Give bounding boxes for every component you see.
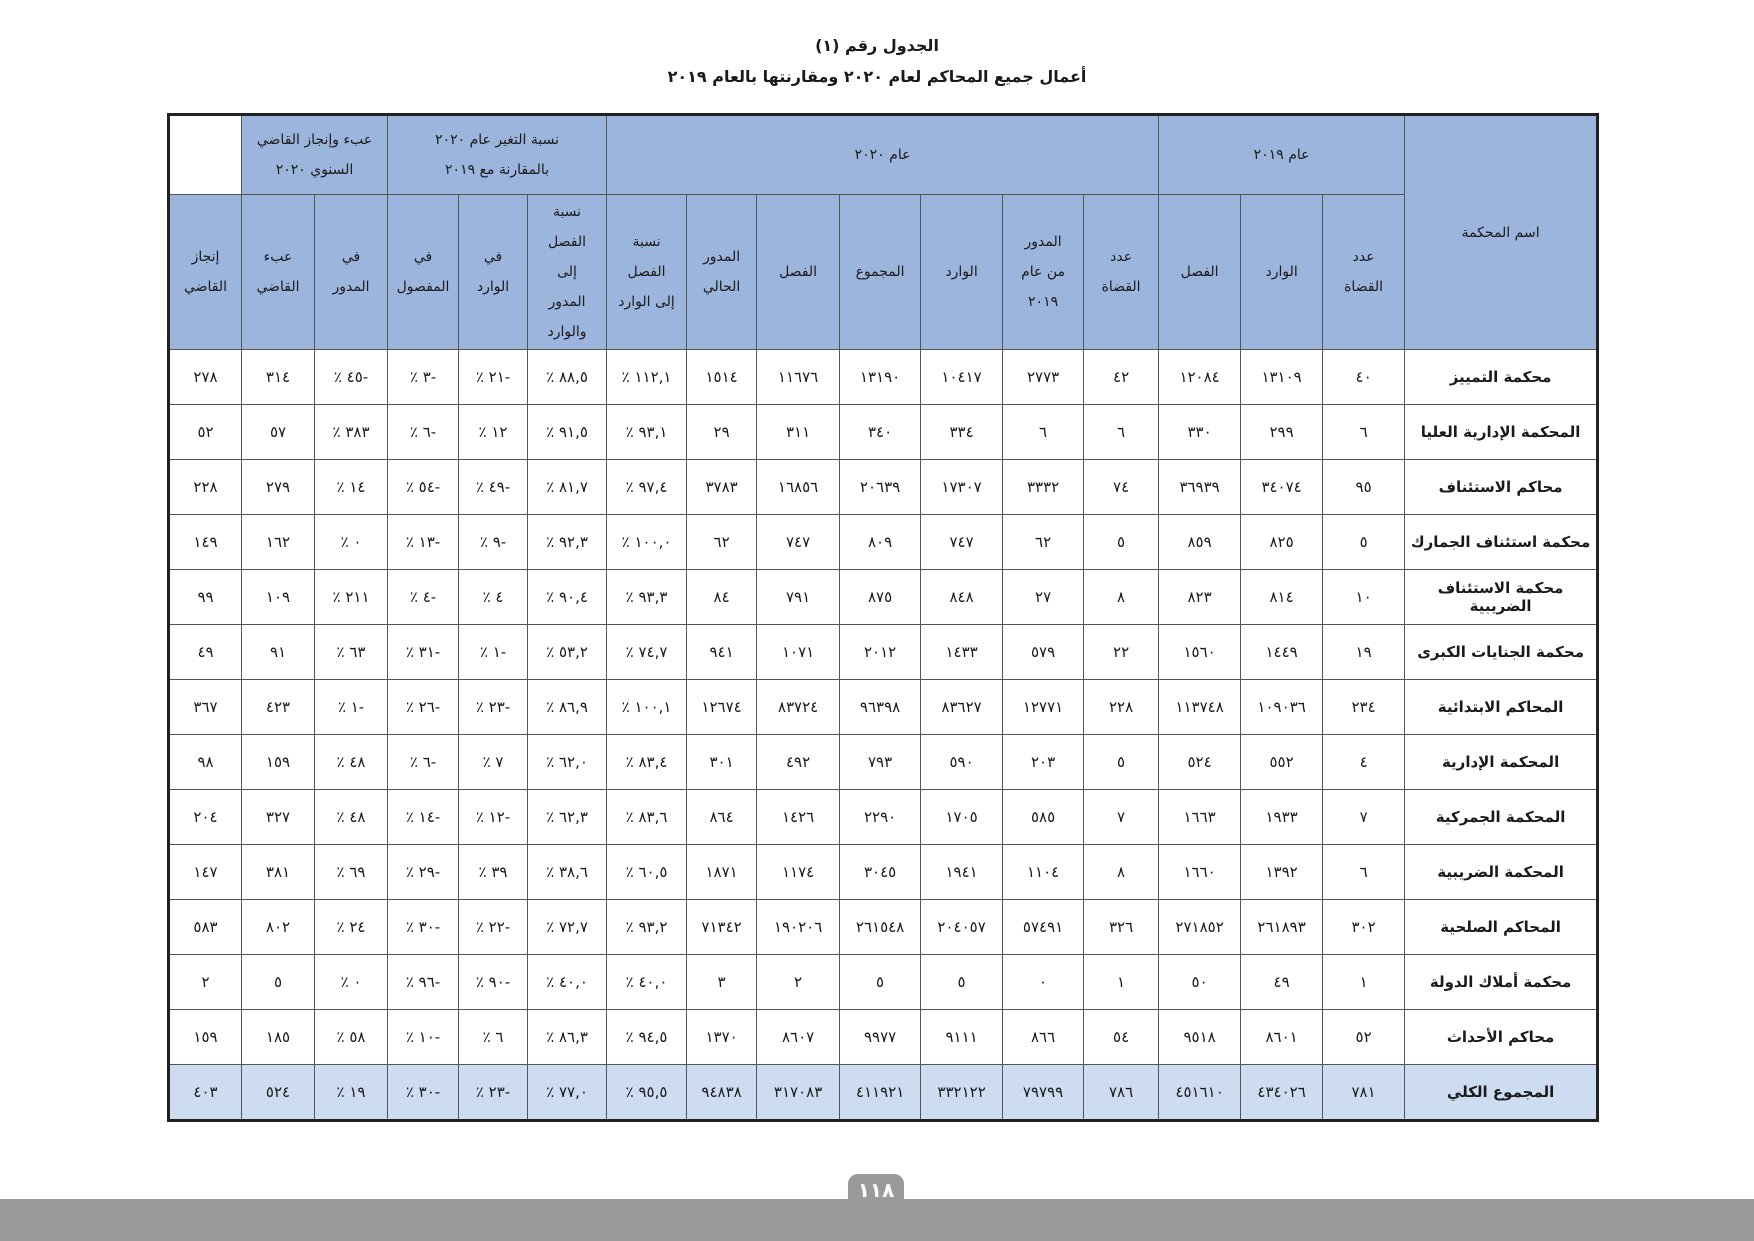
value-cell: ٥ [1084, 515, 1159, 570]
value-cell: ٩٢,٣ ٪ [528, 515, 607, 570]
value-cell: ٩١ [242, 625, 315, 680]
court-name-cell: المحاكم الابتدائية [1405, 680, 1598, 735]
value-cell: ٩٣,١ ٪ [607, 405, 687, 460]
value-cell: ٥٢ [169, 405, 242, 460]
value-cell: ٢٠٣ [1003, 735, 1084, 790]
value-cell: ٦٢,٣ ٪ [528, 790, 607, 845]
value-cell: -٩٦ ٪ [388, 955, 459, 1010]
value-cell: -١٤ ٪ [388, 790, 459, 845]
value-cell: ٩٥,٥ ٪ [607, 1065, 687, 1121]
value-cell: ١٦٢ [242, 515, 315, 570]
value-cell: ٥٥٢ [1241, 735, 1323, 790]
value-cell: ١٩٠٢٠٦ [757, 900, 840, 955]
value-cell: ١٤ ٪ [315, 460, 388, 515]
value-cell: -٢١ ٪ [459, 350, 528, 405]
value-cell: ١٢٧٧١ [1003, 680, 1084, 735]
value-cell: ١٧٣٠٧ [921, 460, 1003, 515]
value-cell: ٧٤,٧ ٪ [607, 625, 687, 680]
value-cell: ٥ [1323, 515, 1405, 570]
header-incoming-2020: الوارد [921, 195, 1003, 350]
value-cell: -١٣ ٪ [388, 515, 459, 570]
value-cell: ٧٩١ [757, 570, 840, 625]
header-judge-burden: عبء وإنجاز القاضي السنوي ٢٠٢٠ [242, 115, 388, 195]
table-caption-title: أعمال جميع المحاكم لعام ٢٠٢٠ ومقارنتها بالعام ٢٠١٩ [667, 67, 1087, 86]
value-cell: ٧ [1323, 790, 1405, 845]
value-cell: ٨٦٤ [687, 790, 757, 845]
table-row [169, 735, 1598, 790]
header-burden: عبء القاضي [242, 195, 315, 350]
value-cell: ٧٢,٧ ٪ [528, 900, 607, 955]
value-cell: ٣ [687, 955, 757, 1010]
value-cell: ٦ [1003, 405, 1084, 460]
table-row [169, 900, 1598, 955]
value-cell: ٩٨ [169, 735, 242, 790]
court-name-cell: محاكم الاستئناف [1405, 460, 1598, 515]
value-cell: ٤٥١٦١٠ [1159, 1065, 1241, 1121]
value-cell: ٢٦١٨٩٣ [1241, 900, 1323, 955]
value-cell: ٨٥٩ [1159, 515, 1241, 570]
value-cell: ٣٠١ [687, 735, 757, 790]
value-cell: ١٨٧١ [687, 845, 757, 900]
value-cell: ٥٧٤٩١ [1003, 900, 1084, 955]
value-cell: ٤٩ [1241, 955, 1323, 1010]
value-cell: -٩ ٪ [459, 515, 528, 570]
value-cell: ٢٦١٥٤٨ [840, 900, 921, 955]
court-name-cell: المحكمة الإدارية العليا [1405, 405, 1598, 460]
value-cell: ٩٩٧٧ [840, 1010, 921, 1065]
value-cell: ٥٨ ٪ [315, 1010, 388, 1065]
header-decided-2020: الفصل [757, 195, 840, 350]
header-achievement: إنجاز القاضي [169, 195, 242, 350]
value-cell: ٨٣٧٢٤ [757, 680, 840, 735]
value-cell: ٩١١١ [921, 1010, 1003, 1065]
value-cell: ١٤٢٦ [757, 790, 840, 845]
value-cell: ٥٨٥ [1003, 790, 1084, 845]
value-cell: ٢٢٨ [1084, 680, 1159, 735]
table-row [169, 460, 1598, 515]
value-cell: ١ [1084, 955, 1159, 1010]
value-cell: ٨٨,٥ ٪ [528, 350, 607, 405]
value-cell: ١٤٤٩ [1241, 625, 1323, 680]
value-cell: ٧٤٧ [757, 515, 840, 570]
value-cell: ٣٣٤ [921, 405, 1003, 460]
value-cell: ٢١١ ٪ [315, 570, 388, 625]
value-cell: ٧١٣٤٢ [687, 900, 757, 955]
value-cell: ٩٤١ [687, 625, 757, 680]
value-cell: ٢٠١٢ [840, 625, 921, 680]
value-cell: -٢٩ ٪ [388, 845, 459, 900]
court-name-cell: المجموع الكلي [1405, 1065, 1598, 1121]
value-cell: ٨١٤ [1241, 570, 1323, 625]
value-cell: -٤٥ ٪ [315, 350, 388, 405]
court-name-cell: المحكمة الإدارية [1405, 735, 1598, 790]
value-cell: ٢٤ ٪ [315, 900, 388, 955]
value-cell: ١٤٧ [169, 845, 242, 900]
value-cell: ٩٤٨٣٨ [687, 1065, 757, 1121]
header-year-2020: عام ٢٠٢٠ [607, 115, 1159, 195]
value-cell: ٧٩٧٩٩ [1003, 1065, 1084, 1121]
value-cell: ١٠٩ [242, 570, 315, 625]
value-cell: ١٠٠,٠ ٪ [607, 515, 687, 570]
value-cell: ٣٨١ [242, 845, 315, 900]
value-cell: ١٩ [1323, 625, 1405, 680]
value-cell: ٩٩ [169, 570, 242, 625]
value-cell: ٧٤ [1084, 460, 1159, 515]
value-cell: ١٥٦٠ [1159, 625, 1241, 680]
value-cell: ١٢٠٨٤ [1159, 350, 1241, 405]
value-cell: ٦٩ ٪ [315, 845, 388, 900]
value-cell: ١١٧٤ [757, 845, 840, 900]
value-cell: ٤ [1323, 735, 1405, 790]
court-name-cell: محكمة الاستئناف الضريبية [1405, 570, 1598, 625]
value-cell: ٦٣ ٪ [315, 625, 388, 680]
value-cell: ٤٠٣ [169, 1065, 242, 1121]
value-cell: ٨٦٠٧ [757, 1010, 840, 1065]
value-cell: ١٣٧٠ [687, 1010, 757, 1065]
value-cell: ٦ [1323, 845, 1405, 900]
value-cell: -٢٦ ٪ [388, 680, 459, 735]
header-change-incoming: في الوارد [459, 195, 528, 350]
value-cell: -٥٤ ٪ [388, 460, 459, 515]
header-carried-from-2019: المدور من عام ٢٠١٩ [1003, 195, 1084, 350]
value-cell: ٤٣٤٠٢٦ [1241, 1065, 1323, 1121]
value-cell: -٣٠ ٪ [388, 1065, 459, 1121]
value-cell: -٤٩ ٪ [459, 460, 528, 515]
value-cell: ٢٧٩ [242, 460, 315, 515]
value-cell: ٢٩٩ [1241, 405, 1323, 460]
header-ratio-incoming: نسبة الفصل إلى الوارد [607, 195, 687, 350]
value-cell: ١٩٤١ [921, 845, 1003, 900]
table-row [169, 680, 1598, 735]
value-cell: ٥٨٣ [169, 900, 242, 955]
value-cell: ٥٢ [1323, 1010, 1405, 1065]
value-cell: ١٢ ٪ [459, 405, 528, 460]
value-cell: ٠ [1003, 955, 1084, 1010]
value-cell: ٣٤٠٧٤ [1241, 460, 1323, 515]
value-cell: ٣٠٢ [1323, 900, 1405, 955]
value-cell: ٢٧٨ [169, 350, 242, 405]
value-cell: ٢٧ [1003, 570, 1084, 625]
value-cell: ١٧٠٥ [921, 790, 1003, 845]
page-number: ١١٨ [848, 1174, 904, 1204]
value-cell: ٢ [757, 955, 840, 1010]
value-cell: ٢٩ [687, 405, 757, 460]
value-cell: ٩٣,٣ ٪ [607, 570, 687, 625]
value-cell: ٣٢٧ [242, 790, 315, 845]
value-cell: ١٦٨٥٦ [757, 460, 840, 515]
header-incoming-2019: الوارد [1241, 195, 1323, 350]
value-cell: ٢٢٨ [169, 460, 242, 515]
table-row [169, 790, 1598, 845]
value-cell: ٥ [1084, 735, 1159, 790]
value-cell: ٦٢ [1003, 515, 1084, 570]
value-cell: ١٦٦٠ [1159, 845, 1241, 900]
value-cell: ٨٤٨ [921, 570, 1003, 625]
court-name-cell: محكمة أملاك الدولة [1405, 955, 1598, 1010]
table-row [169, 405, 1598, 460]
value-cell: ٧٨٦ [1084, 1065, 1159, 1121]
court-name-cell: محكمة استئناف الجمارك [1405, 515, 1598, 570]
value-cell: ٢٧١٨٥٢ [1159, 900, 1241, 955]
value-cell: ٨٢٥ [1241, 515, 1323, 570]
value-cell: ٤٠,٠ ٪ [607, 955, 687, 1010]
value-cell: ٩٣,٢ ٪ [607, 900, 687, 955]
value-cell: ١٣٩٢ [1241, 845, 1323, 900]
value-cell: ٣٤٠ [840, 405, 921, 460]
value-cell: ٤٢ [1084, 350, 1159, 405]
value-cell: ٦٢,٠ ٪ [528, 735, 607, 790]
value-cell: ٩٦٣٩٨ [840, 680, 921, 735]
value-cell: ١١٢,١ ٪ [607, 350, 687, 405]
value-cell: ٣٢٦ [1084, 900, 1159, 955]
court-name-cell: المحكمة الجمركية [1405, 790, 1598, 845]
value-cell: ٥٢٤ [1159, 735, 1241, 790]
value-cell: -٦ ٪ [388, 405, 459, 460]
value-cell: ٣٦٧ [169, 680, 242, 735]
value-cell: ١٣١٩٠ [840, 350, 921, 405]
value-cell: ٤ ٪ [459, 570, 528, 625]
value-cell: ١٠٤١٧ [921, 350, 1003, 405]
court-name-cell: محاكم الأحداث [1405, 1010, 1598, 1065]
table-row [169, 845, 1598, 900]
value-cell: ٧٩٣ [840, 735, 921, 790]
value-cell: ٢٠٤ [169, 790, 242, 845]
court-name-cell: المحاكم الصلحية [1405, 900, 1598, 955]
value-cell: ٩٥١٨ [1159, 1010, 1241, 1065]
value-cell: ٥٧٩ [1003, 625, 1084, 680]
value-cell: -٢٣ ٪ [459, 1065, 528, 1121]
value-cell: ٢٢ [1084, 625, 1159, 680]
value-cell: ٨٣,٤ ٪ [607, 735, 687, 790]
value-cell: ١١٠٤ [1003, 845, 1084, 900]
value-cell: ١٠٩٠٣٦ [1241, 680, 1323, 735]
value-cell: ٣٣٢١٢٢ [921, 1065, 1003, 1121]
header-year-2019: عام ٢٠١٩ [1159, 115, 1405, 195]
table-row [169, 515, 1598, 570]
value-cell: ١٥٩ [242, 735, 315, 790]
value-cell: ٣٠٤٥ [840, 845, 921, 900]
value-cell: ١١٦٧٦ [757, 350, 840, 405]
value-cell: ٣٧٨٣ [687, 460, 757, 515]
value-cell: ١٣١٠٩ [1241, 350, 1323, 405]
value-cell: -٤ ٪ [388, 570, 459, 625]
value-cell: ٣١١ [757, 405, 840, 460]
value-cell: ٦ ٪ [459, 1010, 528, 1065]
value-cell: ٢٠٤٠٥٧ [921, 900, 1003, 955]
value-cell: -٣٠ ٪ [388, 900, 459, 955]
value-cell: ١٥١٤ [687, 350, 757, 405]
header-decided-2019: الفصل [1159, 195, 1241, 350]
header-change-ratio: نسبة التغير عام ٢٠٢٠ بالمقارنة مع ٢٠١٩ [388, 115, 607, 195]
table-row [169, 625, 1598, 680]
value-cell: ٧ ٪ [459, 735, 528, 790]
value-cell: ٨ [1084, 570, 1159, 625]
table-total-row [169, 1065, 1598, 1121]
table-row [169, 350, 1598, 405]
value-cell: ٤٢٣ [242, 680, 315, 735]
value-cell: ٨٧٥ [840, 570, 921, 625]
value-cell: ٣٣٣٢ [1003, 460, 1084, 515]
value-cell: ٤٠ [1323, 350, 1405, 405]
footer-bar [0, 1199, 1754, 1241]
value-cell: ٦٠,٥ ٪ [607, 845, 687, 900]
value-cell: ٥٩٠ [921, 735, 1003, 790]
value-cell: ٣٨٣ ٪ [315, 405, 388, 460]
value-cell: ٨٤ [687, 570, 757, 625]
value-cell: ٥٠ [1159, 955, 1241, 1010]
value-cell: ٤١١٩٢١ [840, 1065, 921, 1121]
value-cell: ٦ [1084, 405, 1159, 460]
value-cell: ٠ ٪ [315, 515, 388, 570]
value-cell: -٣ ٪ [388, 350, 459, 405]
header-change-decided: في المفصول [388, 195, 459, 350]
value-cell: -٩٠ ٪ [459, 955, 528, 1010]
value-cell: ٨٦٠١ [1241, 1010, 1323, 1065]
value-cell: ٤٩٢ [757, 735, 840, 790]
value-cell: -١ ٪ [459, 625, 528, 680]
value-cell: ٥ [840, 955, 921, 1010]
value-cell: ١٥٩ [169, 1010, 242, 1065]
value-cell: ٤٠,٠ ٪ [528, 955, 607, 1010]
value-cell: ٤٨ ٪ [315, 790, 388, 845]
value-cell: -٢٣ ٪ [459, 680, 528, 735]
value-cell: ٨٦,٩ ٪ [528, 680, 607, 735]
table-caption-number: الجدول رقم (١) [815, 36, 939, 55]
value-cell: ٦٢ [687, 515, 757, 570]
value-cell: ١٩٣٣ [1241, 790, 1323, 845]
value-cell: ٨٦٦ [1003, 1010, 1084, 1065]
value-cell: ٩١,٥ ٪ [528, 405, 607, 460]
value-cell: ١ [1323, 955, 1405, 1010]
value-cell: ١٠٧١ [757, 625, 840, 680]
value-cell: ٨١,٧ ٪ [528, 460, 607, 515]
value-cell: ٥٣,٢ ٪ [528, 625, 607, 680]
value-cell: ٤٩ [169, 625, 242, 680]
value-cell: ٨٣٦٢٧ [921, 680, 1003, 735]
value-cell: ٢٢٩٠ [840, 790, 921, 845]
header-current-carried: المدور الحالي [687, 195, 757, 350]
value-cell: ٢٣٤ [1323, 680, 1405, 735]
value-cell: ٣١٧٠٨٣ [757, 1065, 840, 1121]
header-total-2020: المجموع [840, 195, 921, 350]
header-judges-2020: عدد القضاة [1084, 195, 1159, 350]
value-cell: ٢٧٧٣ [1003, 350, 1084, 405]
value-cell: -٦ ٪ [388, 735, 459, 790]
value-cell: ٧٨١ [1323, 1065, 1405, 1121]
value-cell: ٢٠٦٣٩ [840, 460, 921, 515]
value-cell: ٣٨,٦ ٪ [528, 845, 607, 900]
value-cell: ٩٥ [1323, 460, 1405, 515]
value-cell: ٨٢٣ [1159, 570, 1241, 625]
value-cell: ٣١٤ [242, 350, 315, 405]
value-cell: ٨٣,٦ ٪ [607, 790, 687, 845]
value-cell: ٥٢٤ [242, 1065, 315, 1121]
value-cell: ٥ [242, 955, 315, 1010]
table-row [169, 570, 1598, 625]
courts-table [167, 113, 1599, 1122]
value-cell: ٨ [1084, 845, 1159, 900]
value-cell: ١٤٩ [169, 515, 242, 570]
value-cell: ١٠ [1323, 570, 1405, 625]
value-cell: ١٩ ٪ [315, 1065, 388, 1121]
value-cell: ٣٩ ٪ [459, 845, 528, 900]
value-cell: ٧٧,٠ ٪ [528, 1065, 607, 1121]
value-cell: -٢٢ ٪ [459, 900, 528, 955]
value-cell: ٧ [1084, 790, 1159, 845]
value-cell: -١ ٪ [315, 680, 388, 735]
value-cell: ٦ [1323, 405, 1405, 460]
value-cell: -١٠ ٪ [388, 1010, 459, 1065]
value-cell: ٧٤٧ [921, 515, 1003, 570]
value-cell: ٣٣٠ [1159, 405, 1241, 460]
value-cell: ١٦٦٣ [1159, 790, 1241, 845]
value-cell: ٨٠٩ [840, 515, 921, 570]
value-cell: ٢ [169, 955, 242, 1010]
court-name-cell: محكمة الجنايات الكبرى [1405, 625, 1598, 680]
value-cell: ٠ ٪ [315, 955, 388, 1010]
value-cell: ٩٤,٥ ٪ [607, 1010, 687, 1065]
value-cell: ٩٧,٤ ٪ [607, 460, 687, 515]
court-name-cell: المحكمة الضريبية [1405, 845, 1598, 900]
value-cell: ٣٦٩٣٩ [1159, 460, 1241, 515]
value-cell: -١٢ ٪ [459, 790, 528, 845]
value-cell: ١١٣٧٤٨ [1159, 680, 1241, 735]
table-row [169, 955, 1598, 1010]
value-cell: ٨٠٢ [242, 900, 315, 955]
value-cell: ٥ [921, 955, 1003, 1010]
value-cell: ٤٨ ٪ [315, 735, 388, 790]
value-cell: ٩٠,٤ ٪ [528, 570, 607, 625]
value-cell: ٥٤ [1084, 1010, 1159, 1065]
value-cell: -٣١ ٪ [388, 625, 459, 680]
value-cell: ٥٧ [242, 405, 315, 460]
value-cell: ١٨٥ [242, 1010, 315, 1065]
table-row [169, 1010, 1598, 1065]
header-court-name: اسم المحكمة [1405, 115, 1598, 350]
header-ratio-carried-incoming: نسبة الفصل إلى المدور والوارد [528, 195, 607, 350]
court-name-cell: محكمة التمييز [1405, 350, 1598, 405]
value-cell: ١٠٠,١ ٪ [607, 680, 687, 735]
value-cell: ٨٦,٣ ٪ [528, 1010, 607, 1065]
value-cell: ١٢٦٧٤ [687, 680, 757, 735]
header-judges-2019: عدد القضاة [1323, 195, 1405, 350]
value-cell: ١٤٣٣ [921, 625, 1003, 680]
header-change-carried: في المدور [315, 195, 388, 350]
